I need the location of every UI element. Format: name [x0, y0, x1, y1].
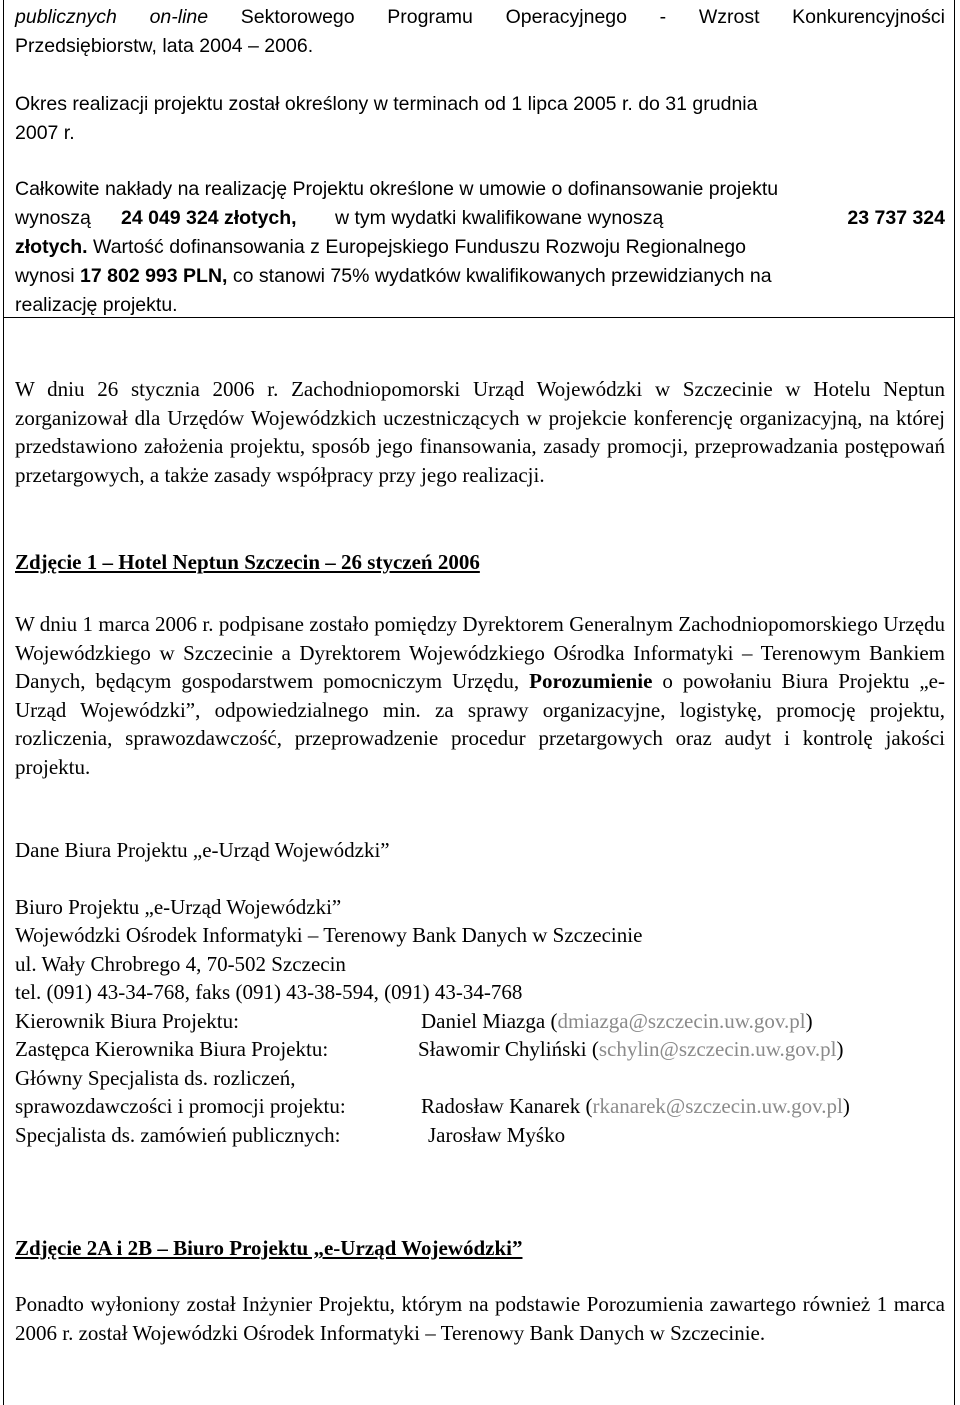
- contact-row: [15, 1064, 296, 1093]
- photo-caption-2: Zdjęcie 2A i 2B – Biuro Projektu „e-Urząd Wojewódzki”: [15, 1236, 523, 1260]
- email-link[interactable]: rkanarek@szczecin.uw.gov.pl: [592, 1094, 843, 1118]
- contact-role: sprawozdawczości i promocji projektu:: [15, 1094, 346, 1118]
- contact-person: Radosław Kanarek (rkanarek@szczecin.uw.gov.pl): [421, 1094, 850, 1118]
- office-heading: Dane Biura Projektu „e-Urząd Wojewódzki”: [15, 838, 390, 862]
- contact-person: Sławomir Chyliński (schylin@szczecin.uw.gov.pl): [418, 1037, 844, 1061]
- project-period: Okres realizacji projektu został określony w terminach od 1 lipca 2005 r. do 31 grudnia 2007 r.: [15, 93, 758, 144]
- program-name-italic: publicznych on-line: [15, 6, 209, 28]
- email-link[interactable]: dmiazga@szczecin.uw.gov.pl: [557, 1009, 806, 1033]
- contact-role: Zastępca Kierownika Biura Projektu:: [15, 1037, 329, 1061]
- contact-role: Główny Specjalista ds. rozliczeń,: [15, 1066, 296, 1090]
- cofinancing-amount: 17 802 993 PLN,: [80, 265, 228, 287]
- office-phones: tel. (091) 43-34-768, faks (091) 43-38-594, (091) 43-34-768: [15, 980, 523, 1004]
- program-title: publicznych on-line Sektorowego Programu Operacyjnego - Wzrost Konkurencyjności Przedsiębiorstw, lata 2004 – 2006.: [15, 6, 945, 57]
- eligible-costs: 23 737 324: [847, 207, 945, 229]
- contact-row: [15, 1007, 239, 1036]
- contact-person: Daniel Miazga (dmiazga@szczecin.uw.gov.pl): [421, 1009, 813, 1033]
- contact-role: Kierownik Biura Projektu:: [15, 1009, 239, 1033]
- contact-row: [15, 1092, 346, 1121]
- office-address: ul. Wały Chrobrego 4, 70-502 Szczecin: [15, 952, 346, 976]
- agreement-keyword: Porozumienie: [529, 669, 653, 693]
- contact-person: Jarosław Myśko: [428, 1123, 566, 1147]
- office-institution: Wojewódzki Ośrodek Informatyki – Terenowy Bank Danych w Szczecinie: [15, 923, 643, 947]
- office-name: Biuro Projektu „e-Urząd Wojewódzki”: [15, 895, 342, 919]
- agreement-paragraph: W dniu 1 marca 2006 r. podpisane zostało pomiędzy Dyrektorem Generalnym Zachodniopomorskiego Urzędu Wojewódzkiego w Szczecinie a Dyrektorem Wojewódzkiego Ośrodka Informatyki – Terenowym Bankiem Danych, będącym gospodarstwem pomocniczym Urzędu, Porozumienie o powołaniu Biura Projektu „e-Urząd Wojewódzki”, odpowiedzialnego min. za sprawy organizacyjne, logistykę, promocję projektu, rozliczenia, sprawozdawczość, przeprowadzenie procedur przetargowych oraz audyt i kontrolę jakości projektu.: [15, 612, 945, 779]
- contact-row: [15, 1121, 340, 1150]
- contact-row: [15, 1035, 328, 1064]
- total-costs: 24 049 324 złotych,: [121, 207, 297, 229]
- photo-caption-1: Zdjęcie 1 – Hotel Neptun Szczecin – 26 styczeń 2006: [15, 550, 480, 574]
- engineer-paragraph: Ponadto wyłoniony został Inżynier Projektu, którym na podstawie Porozumienia zawartego również 1 marca 2006 r. został Wojewódzki Ośrodek Informatyki – Terenowy Bank Danych w Szczecinie.: [15, 1292, 945, 1345]
- conference-paragraph: W dniu 26 stycznia 2006 r. Zachodniopomorski Urząd Wojewódzki w Szczecinie w Hotelu Neptun zorganizował dla Urzędów Wojewódzkich uczestniczących w projekcie konferencję organizacyjną, na której przedstawiono założenia projektu, sposób jego finansowania, zasady promocji, przeprowadzania postępowań przetargowych, a także zasady współpracy przy jego realizacji.: [15, 377, 945, 487]
- contact-role: Specjalista ds. zamówień publicznych:: [15, 1123, 341, 1147]
- project-costs: Całkowite nakłady na realizację Projektu określone w umowie o dofinansowanie projektu wynoszą 24 049 324 złotych, w tym wydatki kwalifikowane wynoszą 23 737 324 złotych. Wartość dofinansowania z Europejskiego Funduszu Rozwoju Regionalnego wynosi 17 802 993 PLN, co stanowi 75% wydatków kwalifikowanych przewidzianych na realizację projektu.: [15, 178, 945, 316]
- email-link[interactable]: schylin@szczecin.uw.gov.pl: [598, 1037, 837, 1061]
